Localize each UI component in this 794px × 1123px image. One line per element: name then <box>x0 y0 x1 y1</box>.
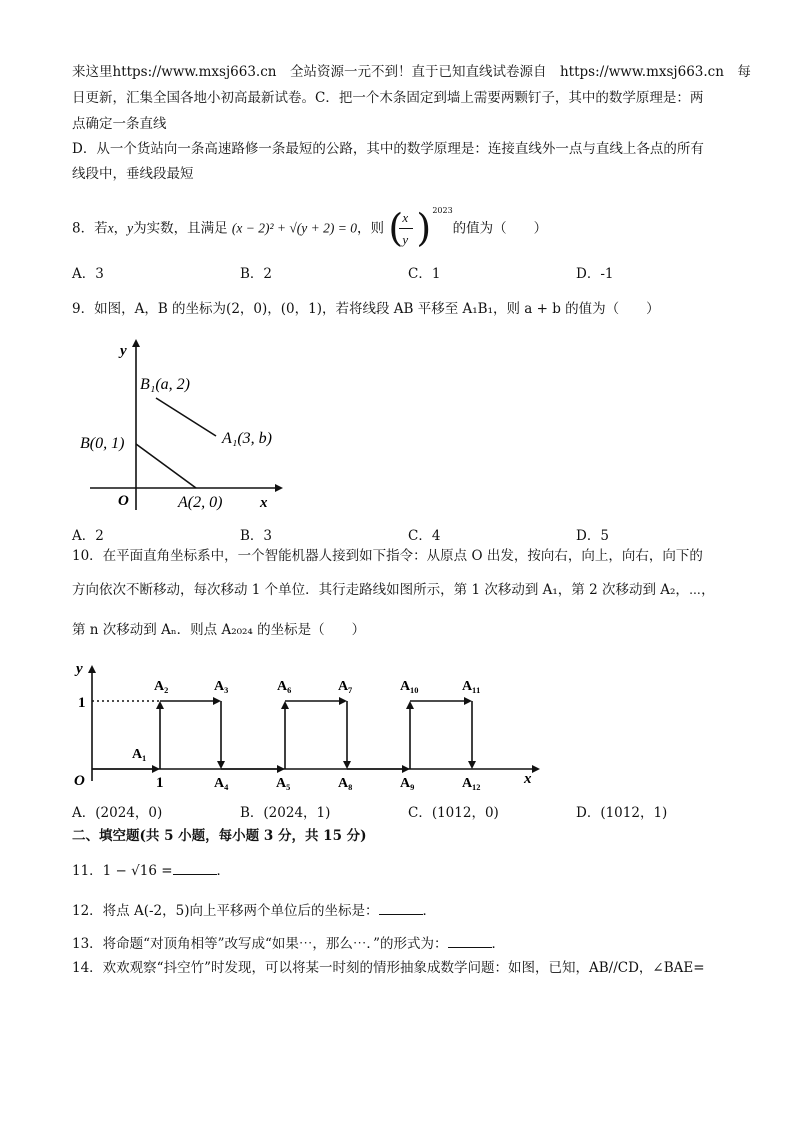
q8-equation: (x − 2)² + √(y + 2) = 0 <box>231 220 358 236</box>
question-11 <box>72 860 230 881</box>
label-a1: A₁(3, b) <box>222 430 272 447</box>
question-12 <box>72 900 436 921</box>
q13-text: 13．将命题“对顶角相等”改写成“如果⋯，那么⋯．”的形式为： <box>72 936 448 952</box>
q11-end: ． <box>216 863 231 879</box>
q11-answer-blank[interactable] <box>173 860 217 875</box>
label-a1-point: A₁ <box>132 747 147 762</box>
label-a5-point: A₅ <box>276 776 291 790</box>
q8-fraction: ( x y ) <box>388 206 432 250</box>
q9-x-label: x <box>260 495 268 511</box>
q13-answer-blank[interactable] <box>448 933 492 948</box>
q9-figure <box>70 335 290 515</box>
q10-x-label: x <box>524 771 532 787</box>
q10-option-b[interactable]: B．(2024，1) <box>240 805 331 821</box>
q8-frac-num: x <box>402 210 409 225</box>
segment-ab <box>136 444 196 488</box>
header-line-2: 日更新，汇集全国各地小初高最新试卷。C．把一个木条固定到墙上需要两颗钉子，其中的数学原理是：两 <box>72 90 704 106</box>
q10-option-a[interactable]: A．(2024，0) <box>72 805 163 821</box>
label-b: B(0, 1) <box>80 435 125 452</box>
label-a11-point: A₁₁ <box>462 679 481 694</box>
q9-option-a[interactable]: A．2 <box>72 528 104 544</box>
label-a7-point: A₇ <box>338 679 353 694</box>
label-a9-point: A₉ <box>400 776 415 790</box>
question-10-line-1: 10．在平面直角坐标系中，一个智能机器人接到如下指令：从原点 O 出发，按向右，向上，向右，向下的 <box>72 548 703 564</box>
q8-mid: 为实数，且满足 <box>133 220 228 237</box>
q8-prefix: 8．若 <box>72 220 108 237</box>
q8-var-y: y <box>127 220 134 236</box>
section-2-heading: 二、填空题(共 5 小题，每小题 3 分，共 15 分) <box>72 828 367 844</box>
q10-origin: O <box>74 773 85 789</box>
question-14: 14．欢欢观察“抖空竹”时发现，可以将某一时刻的情形抽象成数学问题：如图，已知，AB//CD，∠BAE= <box>72 960 705 976</box>
label-a8-point: A₈ <box>338 776 353 790</box>
header-line-3: 点确定一条直线 <box>72 116 167 132</box>
q8-var-x: x <box>107 220 114 236</box>
label-a4-point: A₄ <box>214 776 229 790</box>
label-a2-point: A₂ <box>154 679 169 694</box>
q8-suffix: 的值为（ ） <box>452 220 548 237</box>
q9-option-b[interactable]: B．3 <box>240 528 273 544</box>
label-a3-point: A₃ <box>214 679 229 694</box>
label-a: A(2, 0) <box>178 494 223 511</box>
question-8 <box>72 206 547 252</box>
question-13 <box>72 933 505 954</box>
q8-frac-den: y <box>402 232 409 247</box>
q8-comma: ， <box>113 220 128 237</box>
q11-text: 11．1 − √16 = <box>72 863 173 879</box>
label-a12-point: A₁₂ <box>462 776 481 790</box>
q10-figure <box>70 655 550 790</box>
question-10-line-3: 第 n 次移动到 Aₙ．则点 A₂₀₂₄ 的坐标是（ ） <box>72 622 366 638</box>
q10-option-d[interactable]: D．(1012，1) <box>576 805 668 821</box>
q12-end: ． <box>422 903 436 919</box>
q8-power: 2023 <box>432 206 453 215</box>
label-b1: B₁(a, 2) <box>140 376 190 393</box>
q8-option-b[interactable]: B．2 <box>240 266 273 282</box>
q8-option-c[interactable]: C．1 <box>408 266 441 282</box>
q7-option-d-line-2: 线段中，垂线段最短 <box>72 166 194 182</box>
q13-end: ． <box>491 936 506 952</box>
header-line-1: 来这里https://www.mxsj663.cn 全站资源一元不到！直于已知直线试卷源自 https://www.mxsj663.cn 每 <box>72 64 751 80</box>
q7-option-d-line-1: D．从一个货站向一条高速路修一条最短的公路，其中的数学原理是：连接直线外一点与直线上各点的所有 <box>72 141 704 157</box>
q10-tick-1x: 1 <box>156 775 164 790</box>
q9-origin: O <box>118 493 129 509</box>
label-a10-point: A₁₀ <box>400 679 419 694</box>
label-a6-point: A₆ <box>277 679 292 694</box>
q8-option-d[interactable]: D．-1 <box>576 266 614 282</box>
q12-text: 12．将点 A(-2，5)向上平移两个单位后的坐标是： <box>72 903 379 919</box>
q10-path <box>92 701 472 769</box>
q10-tick-1y: 1 <box>78 695 86 711</box>
q9-y-label: y <box>120 343 127 359</box>
segment-a1b1 <box>156 398 216 436</box>
q10-option-c[interactable]: C．(1012，0) <box>408 805 499 821</box>
question-10-line-2: 方向依次不断移动，每次移动 1 个单位．其行走路线如图所示，第 1 次移动到 A₁，第 2 次移动到 A₂，⋯， <box>72 582 715 598</box>
q9-option-c[interactable]: C．4 <box>408 528 441 544</box>
q8-then: ，则 <box>357 220 385 237</box>
q10-y-label: y <box>76 661 83 677</box>
question-9: 9．如图，A，B 的坐标为(2，0)，(0，1)，若将线段 AB 平移至 A₁B₁，则 a + b 的值为（ ） <box>72 301 660 317</box>
q12-answer-blank[interactable] <box>379 900 423 915</box>
q8-option-a[interactable]: A．3 <box>72 266 104 282</box>
q9-option-d[interactable]: D．5 <box>576 528 609 544</box>
